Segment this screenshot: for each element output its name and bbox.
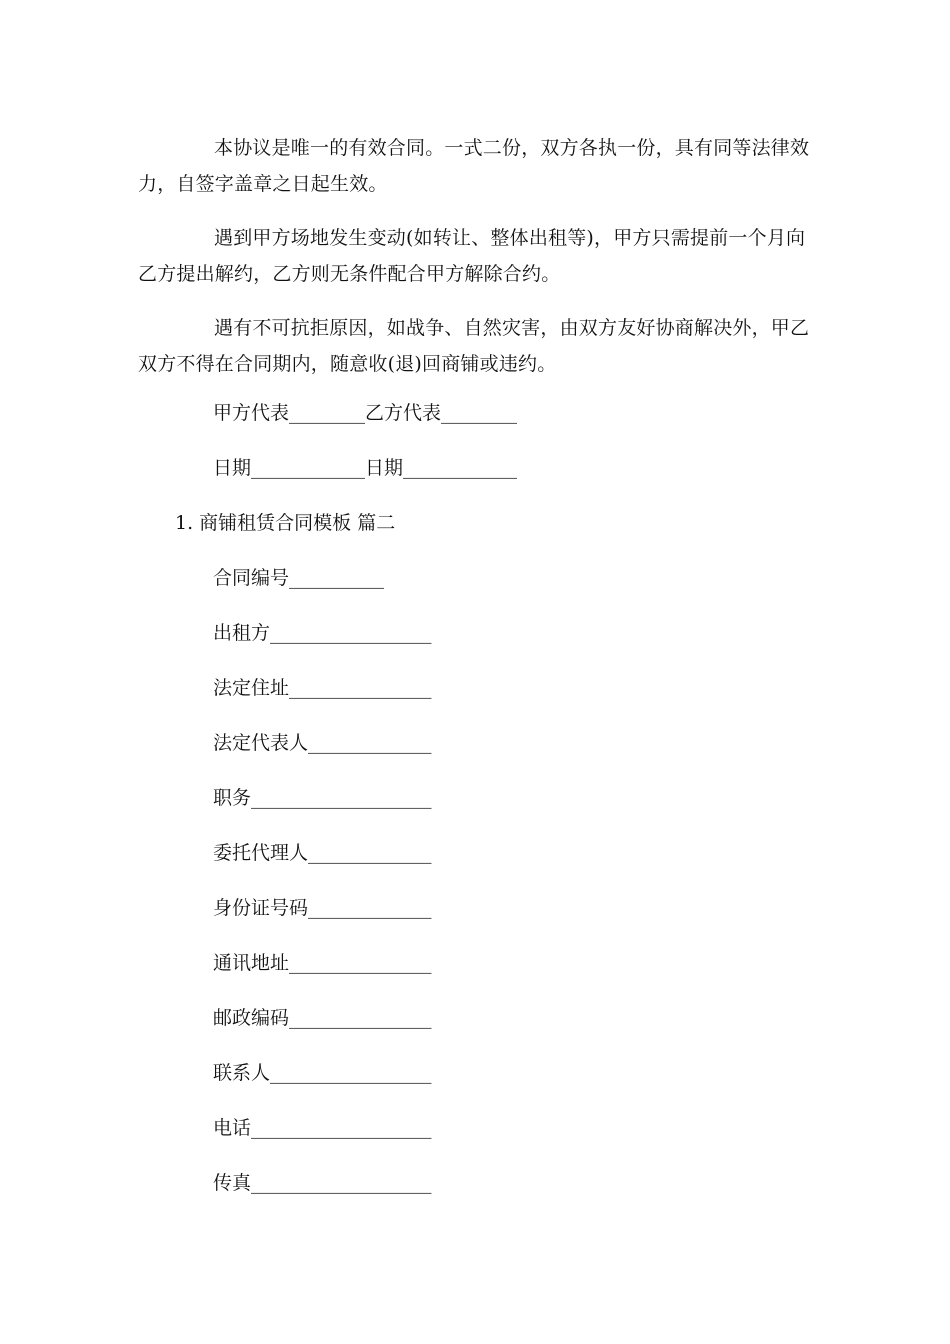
section-heading: 1. 商铺租赁合同模板 篇二: [175, 512, 396, 534]
signature-dates: 日期____________日期____________: [213, 457, 518, 479]
paragraph-effectiveness: 本协议是唯一的有效合同。一式二份，双方各执一份，具有同等法律效力，自签字盖章之日起生效。: [138, 137, 810, 195]
signature-representatives: 甲方代表________乙方代表________: [213, 402, 518, 424]
field-telephone: 电话___________________: [213, 1117, 432, 1139]
field-postal-code: 邮政编码_______________: [213, 1007, 432, 1029]
field-contract-number: 合同编号__________: [213, 567, 385, 589]
field-legal-address: 法定住址_______________: [213, 677, 432, 699]
field-id-number: 身份证号码_____________: [213, 897, 432, 919]
field-legal-representative: 法定代表人_____________: [213, 732, 432, 754]
field-authorized-agent: 委托代理人_____________: [213, 842, 432, 864]
field-mailing-address: 通讯地址_______________: [213, 952, 432, 974]
field-contact-person: 联系人_________________: [213, 1062, 432, 1084]
field-position: 职务___________________: [213, 787, 432, 809]
field-fax: 传真___________________: [213, 1172, 432, 1194]
paragraph-termination: 遇到甲方场地发生变动(如转让、整体出租等)，甲方只需提前一个月向乙方提出解约，乙方则无条件配合甲方解除合约。: [138, 227, 806, 285]
field-lessor: 出租方_________________: [213, 622, 432, 644]
paragraph-force-majeure: 遇有不可抗拒原因，如战争、自然灾害，由双方友好协商解决外，甲乙双方不得在合同期内，随意收(退)回商铺或违约。: [138, 317, 810, 375]
